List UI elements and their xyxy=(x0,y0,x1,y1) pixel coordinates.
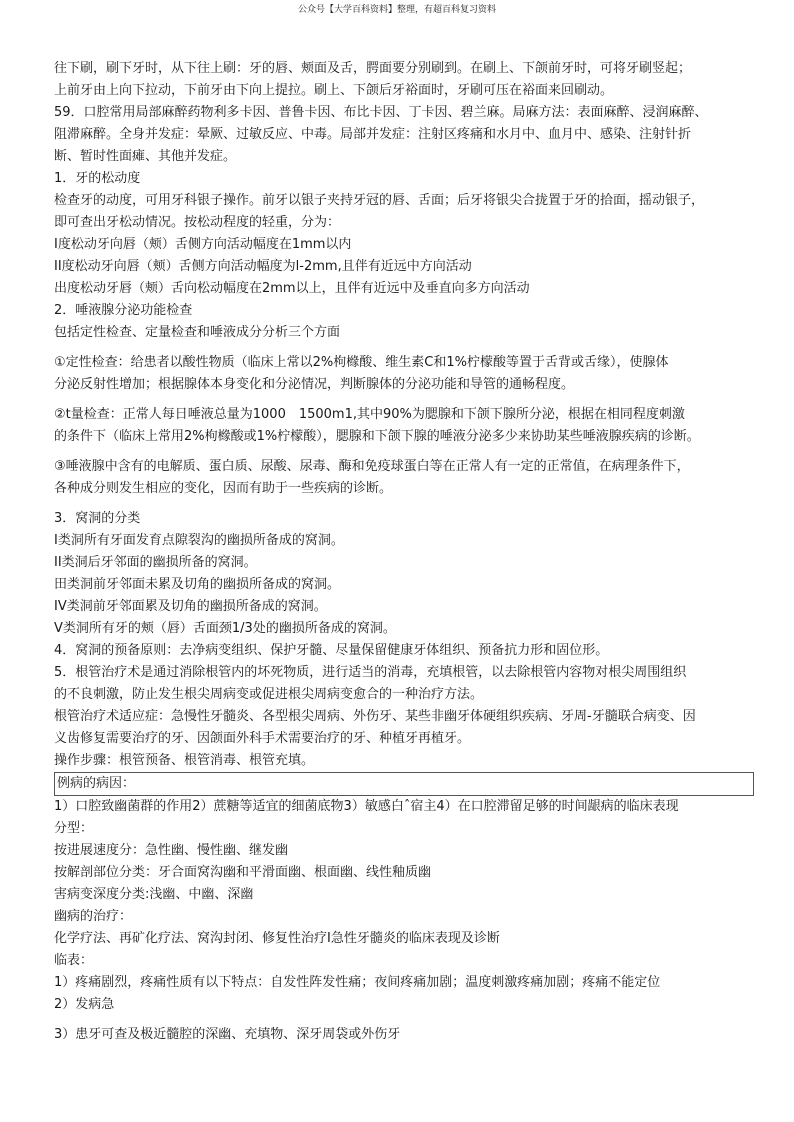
text-line: 分泌反射性增加；根据腺体本身变化和分泌情况，判断腺体的分泌功能和导管的通畅程度。 xyxy=(54,377,575,392)
text-line: 的条件下（临床上常用2%枸橼酸或1%柠檬酸），腮腺和下颌下腺的唾液分泌多少来协助某些唾液腺疾病的诊断。 xyxy=(54,429,700,444)
text-line: IV类洞前牙邻面累及切角的幽损所备成的窝洞。 xyxy=(54,599,327,614)
spacer xyxy=(54,500,754,508)
text-line: 按解剖部位分类：牙合面窝沟幽和平滑面幽、根面幽、线性釉质幽 xyxy=(54,865,432,880)
text-line: 包括定性检查、定量检查和唾液成分分析三个方面 xyxy=(54,325,341,340)
text-line: ③唾液腺中含有的电解质、蛋白质、尿酸、尿毒、酶和免疫球蛋白等在正常人有一定的正常值，在病理条件下， xyxy=(54,459,690,474)
text-line: 根管治疗术适应症：急慢性牙髓炎、各型根尖周病、外伤牙、某些非幽牙体硬组织疾病、牙周-牙髓联合病变、因 xyxy=(54,709,696,724)
text-line: 临表： xyxy=(54,953,94,968)
text-line: 义齿修复需要治疗的牙、因颌面外科手术需要治疗的牙、种植牙再植牙。 xyxy=(54,731,471,746)
text-line: 的不良刺激，防止发生根尖周病变或促进根尖周病变愈合的一种治疗方法。 xyxy=(54,687,484,702)
text-line: II类洞后牙邻面的幽损所备的窝洞。 xyxy=(54,555,257,570)
text-line: 2）发病急 xyxy=(54,997,115,1012)
text-line: 田类洞前牙邻面未累及切角的幽损所备成的窝洞。 xyxy=(54,577,341,592)
text-line: I类洞所有牙面发育点隙裂沟的幽损所备成的窝洞。 xyxy=(54,533,344,548)
text-line: 即可查出牙松动情况。按松动程度的轻重，分为： xyxy=(54,215,341,230)
text-line: 断、暂时性面瘫、其他并发症。 xyxy=(54,149,237,164)
text-line: ②t量检查：正常人每日唾液总量为1000 1500m1,其中90%为腮腺和下颌下腺所分泌，根据在相同程度刺激 xyxy=(54,407,685,422)
spacer xyxy=(54,448,754,456)
spacer xyxy=(54,344,754,352)
text-line: 4．窝洞的预备原则：去净病变组织、保护牙髓、尽量保留健康牙体组织、预备抗力形和固位形。 xyxy=(54,643,609,658)
text-line: ①定性检查：给患者以酸性物质（临床上常以2%枸橼酸、维生素C和1%柠檬酸等置于舌背或舌缘），使腺体 xyxy=(54,355,669,370)
text-line: 1）疼痛剧烈，疼痛性质有以下特点：自发性阵发性痛；夜间疼痛加剧；温度刺激疼痛加剧；疼痛不能定位 xyxy=(54,975,661,990)
spacer xyxy=(54,1016,754,1024)
text-line: 检查牙的动度，可用牙科银子操作。前牙以银子夹持牙冠的唇、舌面；后牙将银尖合拢置于牙的拾面，摇动银子， xyxy=(54,193,705,208)
text-line: 化学疗法、再矿化疗法、窝沟封闭、修复性治疗I急性牙髓炎的临床表现及诊断 xyxy=(54,931,500,946)
text-line: 上前牙由上向下拉动，下前牙由下向上提拉。刷上、下颌后牙裕面时，牙刷可压在裕面来回刷动。 xyxy=(54,83,614,98)
text-line: 往下刷，刷下牙时，从下往上刷：牙的唇、颊面及舌，腭面要分别刷到。在刷上、下颌前牙时，可将牙刷竖起； xyxy=(54,61,692,76)
text-line: 各种成分则发生相应的变化，因而有助于一些疾病的诊断。 xyxy=(54,481,393,496)
text-line: 59．口腔常用局部麻醉药物利多卡因、普鲁卡因、布比卡因、丁卡因、碧兰麻。局麻方法：表面麻醉、浸润麻醉、 xyxy=(54,105,708,120)
text-line: 5．根管治疗术是通过消除根管内的坏死物质，进行适当的消毒，充填根管，以去除根管内容物对根尖周围组织 xyxy=(54,665,687,680)
text-line: 1．牙的松动度 xyxy=(54,171,141,186)
text-line: 1）口腔致幽菌群的作用2）蔗糖等适宜的细菌底物3）敏感白ˆ宿主4）在口腔滞留足够的时间龈病的临床表现 xyxy=(54,799,679,814)
text-line: 出度松动牙唇（颊）舌向松动幅度在2mm以上，且伴有近远中及垂直向多方向活动 xyxy=(54,281,530,296)
text-line: 按进展速度分：急性幽、慢性幽、继发幽 xyxy=(54,843,289,858)
text-line: 3．窝洞的分类 xyxy=(54,511,141,526)
spacer xyxy=(54,396,754,404)
text-line: 阻滞麻醉。全身并发症：晕厥、过敏反应、中毒。局部并发症：注射区疼痛和水月中、血月中、感染、注射针折 xyxy=(54,127,692,142)
text-line: 2．唾液腺分泌功能检查 xyxy=(54,303,193,318)
text-line: 分型： xyxy=(54,821,94,836)
text-line: I度松动牙向唇（颊）舌侧方向活动幅度在1mm以内 xyxy=(54,237,352,252)
page-header: 公众号【大学百科资料】整理，有超百科复习资料 xyxy=(297,5,496,15)
document-body xyxy=(54,58,754,1046)
boxed-heading: 例病的病因： xyxy=(54,772,754,796)
text-line: 3）患牙可查及极近髓腔的深幽、充填物、深牙周袋或外伤牙 xyxy=(54,1027,401,1042)
text-line: 幽病的治疗： xyxy=(54,909,133,924)
text-line: 害病变深度分类:浅幽、中幽、深幽 xyxy=(54,887,254,902)
text-line: V类洞所有牙的颊（唇）舌面颈1/3处的幽损所备成的窝洞。 xyxy=(54,621,396,636)
text-line: 操作步骤：根管预备、根管消毒、根管充填。 xyxy=(54,753,315,768)
text-line: II度松动牙向唇（颊）舌侧方向活动幅度为l-2mm,且伴有近远中方向活动 xyxy=(54,259,472,274)
